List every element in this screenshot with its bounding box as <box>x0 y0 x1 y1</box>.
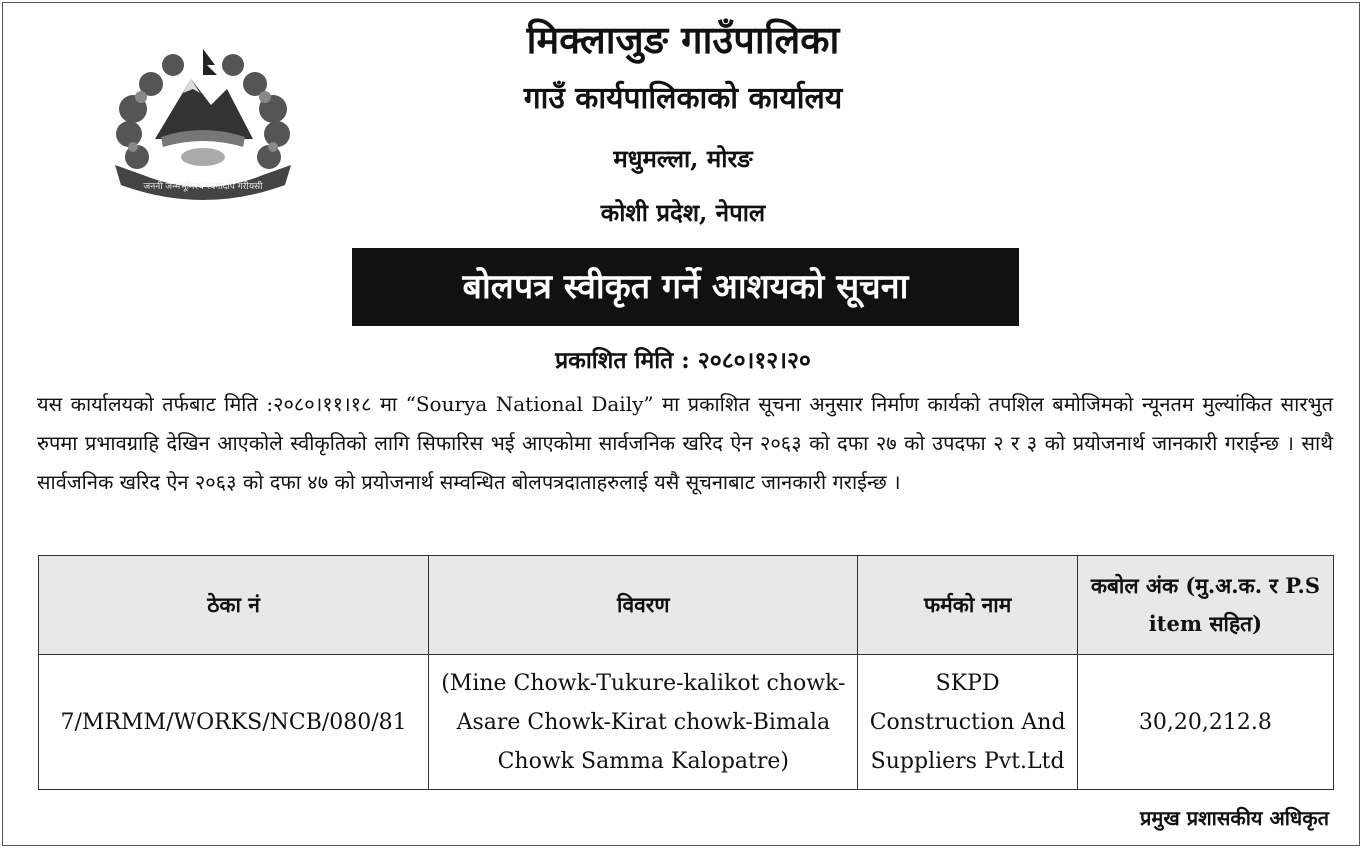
cell-contract-no: 7/MRMM/WORKS/NCB/080/81 <box>39 655 429 790</box>
table-header-row <box>39 556 1334 655</box>
emblem-motto: जननी जन्मभूमिश्च स्वर्गादपि गरीयसी <box>143 182 263 192</box>
office-location: मधुमल्ला, मोरङ <box>613 144 753 173</box>
cell-bid-amount: 30,20,212.8 <box>1077 655 1333 790</box>
cell-firm-name: SKPD Construction And Suppliers Pvt.Ltd <box>858 655 1077 790</box>
municipality-name: मिक्लाजुङ गाउँपालिका <box>526 17 840 62</box>
table-row <box>39 655 1334 790</box>
nepal-emblem-icon <box>103 39 303 209</box>
header-bid-amount: कबोल अंक (मु.अ.क. र P.S item सहित) <box>1077 556 1333 655</box>
office-name: गाउँ कार्यपालिकाको कार्यालय <box>523 81 843 116</box>
notice-body: यस कार्यालयको तर्फबाट मिति :२०८०।११।१८ मा “Sourya National Daily” मा प्रकाशित सूचना अनुसार निर्माण कार्यको तपशिल बमोजिमको न्यूनतम मुल्यांकित सारभुत रुपमा प्रभावग्राहि देखिन आएकोले स्वीकृतिको लागि सिफारिस भई आएकोमा सार्वजनिक खरिद ऐन २०६३ को दफा २७ को उपदफा २ र ३ को प्रयोजनार्थ जानकारी गराईन्छ । साथै सार्वजनिक खरिद ऐन २०६३ को दफा ४७ को प्रयोजनार्थ सम्वन्धित बोलपत्रदाताहरुलाई यसै सूचनाबाट जानकारी गराईन्छ । <box>37 392 1333 494</box>
notice-page <box>2 2 1360 846</box>
notice-title-banner: बोलपत्र स्वीकृत गर्ने आशयको सूचना <box>352 248 1019 326</box>
header-contract-no: ठेका नं <box>39 556 429 655</box>
contract-table <box>38 555 1334 790</box>
cell-description: (Mine Chowk-Tukure-kalikot chowk-Asare Chowk-Kirat chowk-Bimala Chowk Samma Kalopatre) <box>429 655 858 790</box>
header-firm-name: फर्मको नाम <box>858 556 1077 655</box>
published-date: प्रकाशित मिति : २०८०।१२।२० <box>555 347 811 374</box>
office-province: कोशी प्रदेश, नेपाल <box>600 198 766 227</box>
header-description: विवरण <box>429 556 858 655</box>
signatory-title: प्रमुख प्रशासकीय अधिकृत <box>1140 806 1329 830</box>
